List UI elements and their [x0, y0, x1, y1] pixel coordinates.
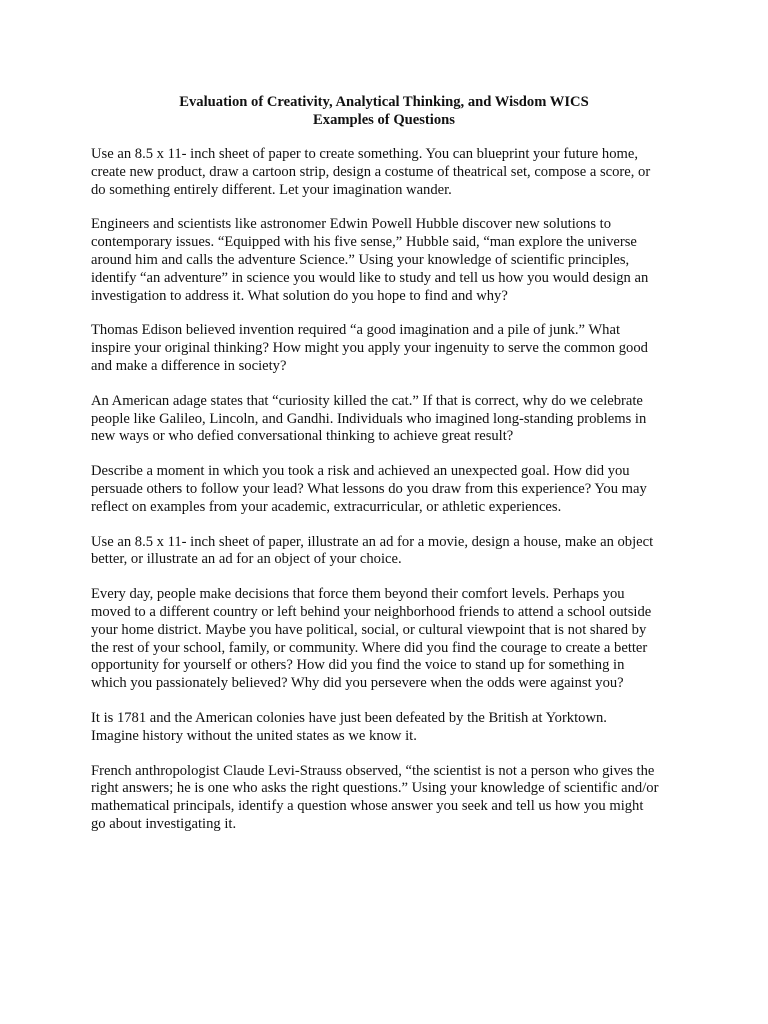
paragraph-line: persuade others to follow your lead? What lessons do you draw from this experience? You may	[91, 480, 647, 497]
paragraph-line: moved to a different country or left behind your neighborhood friends to attend a school outside	[91, 603, 652, 620]
paragraph-3	[91, 322, 681, 375]
paragraph-9	[91, 763, 681, 834]
paragraph-line: people like Galileo, Lincoln, and Gandhi. Individuals who imagined long-standing problems in	[91, 410, 647, 427]
paragraph-line: new ways or who defied conversational thinking to achieve great result?	[91, 428, 514, 445]
paragraph-line: go about investigating it.	[91, 815, 237, 832]
paragraph-line: An American adage states that “curiosity killed the cat.” If that is correct, why do we celebrate	[91, 392, 643, 409]
paragraph-line: Use an 8.5 x 11- inch sheet of paper, illustrate an ad for a movie, design a house, make an object	[91, 533, 654, 550]
paragraph-line: Engineers and scientists like astronomer Edwin Powell Hubble discover new solutions to	[91, 216, 612, 233]
paragraph-7	[91, 586, 681, 693]
paragraph-line: French anthropologist Claude Levi-Strauss observed, “the scientist is not a person who gives the	[91, 762, 655, 779]
paragraph-line: create new product, draw a cartoon strip, design a costume of theatrical set, compose a score, or	[91, 163, 651, 180]
paragraph-4	[91, 393, 681, 446]
paragraph-line: Thomas Edison believed invention required “a good imagination and a pile of junk.” What	[91, 322, 621, 339]
paragraph-line: your home district. Maybe you have political, social, or cultural viewpoint that is not shared by	[91, 621, 647, 638]
document-body	[91, 146, 681, 834]
paragraph-line: reflect on examples from your academic, extracurricular, or athletic experiences.	[91, 498, 562, 515]
title-line-1: Evaluation of Creativity, Analytical Thinking, and Wisdom WICS	[179, 94, 589, 110]
paragraph-line: identify “an adventure” in science you would like to study and tell us how you would design an	[91, 269, 649, 286]
paragraph-line: around him and calls the adventure Science.” Using your knowledge of scientific principles,	[91, 251, 630, 268]
paragraph-line: Imagine history without the united states as we know it.	[91, 727, 417, 744]
document-title	[0, 93, 768, 129]
paragraph-1	[91, 146, 681, 199]
paragraph-line: right answers; he is one who asks the right questions.” Using your knowledge of scientific and/or	[91, 780, 659, 797]
paragraph-line: inspire your original thinking? How might you apply your ingenuity to serve the common good	[91, 340, 648, 357]
title-line-2: Examples of Questions	[313, 112, 455, 128]
paragraph-line: which you passionately believed? Why did you persevere when the odds were against you?	[91, 675, 624, 692]
paragraph-2	[91, 216, 681, 305]
paragraph-line: mathematical principals, identify a question whose answer you seek and tell us how you might	[91, 798, 644, 815]
paragraph-line: opportunity for yourself or others? How did you find the voice to stand up for something in	[91, 657, 625, 674]
paragraph-5	[91, 463, 681, 516]
paragraph-line: It is 1781 and the American colonies have just been defeated by the British at Yorktown.	[91, 709, 607, 726]
paragraph-8	[91, 710, 681, 746]
paragraph-line: do something entirely different. Let your imagination wander.	[91, 181, 452, 198]
paragraph-line: better, or illustrate an ad for an object of your choice.	[91, 551, 402, 568]
paragraph-line: Describe a moment in which you took a risk and achieved an unexpected goal. How did you	[91, 463, 630, 480]
paragraph-6	[91, 534, 681, 570]
paragraph-line: and make a difference in society?	[91, 357, 287, 374]
paragraph-line: contemporary issues. “Equipped with his five sense,” Hubble said, “man explore the universe	[91, 234, 637, 251]
paragraph-line: investigation to address it. What solution do you hope to find and why?	[91, 287, 508, 304]
paragraph-line: Use an 8.5 x 11- inch sheet of paper to create something. You can blueprint your future home,	[91, 146, 638, 162]
paragraph-line: Every day, people make decisions that force them beyond their comfort levels. Perhaps you	[91, 586, 625, 603]
paragraph-line: the rest of your school, family, or community. Where did you find the courage to create a better	[91, 639, 648, 656]
